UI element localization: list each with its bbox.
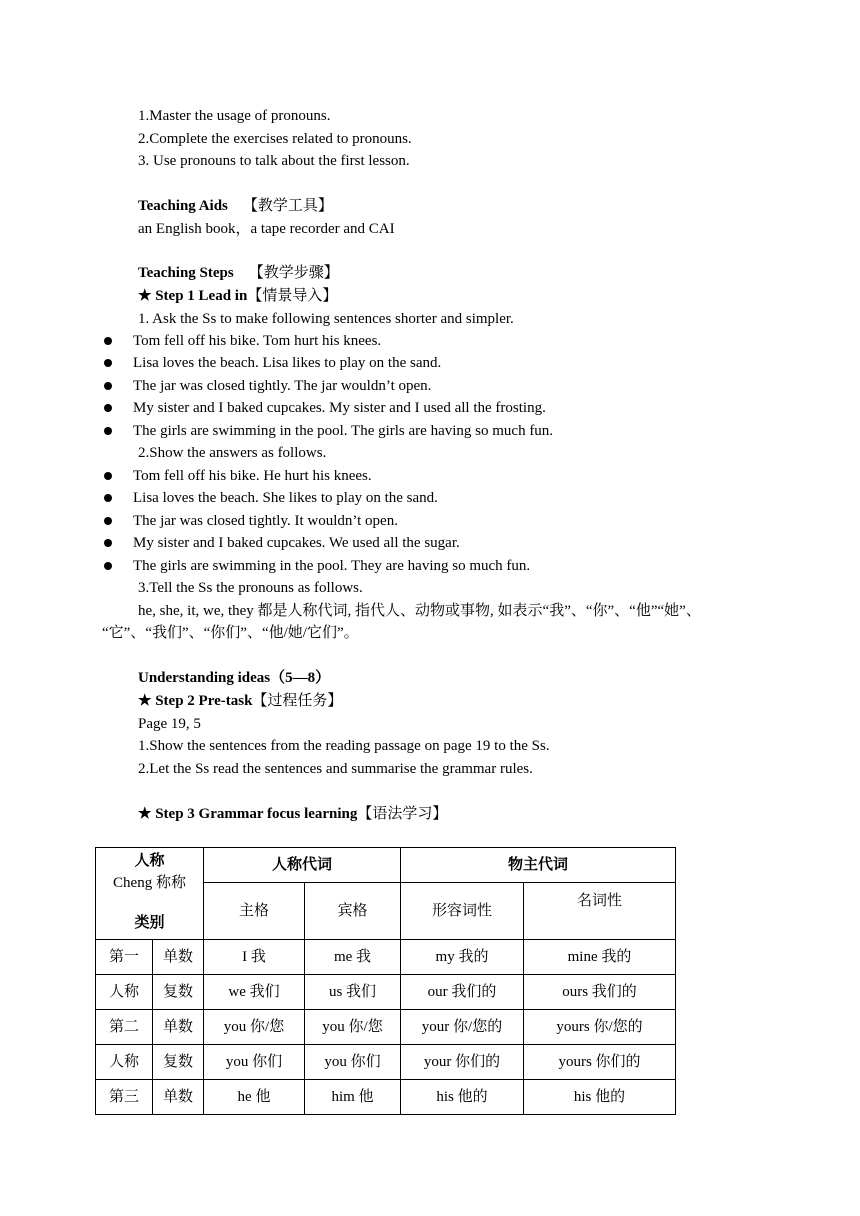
corner-label-bottom: 类别: [134, 914, 165, 931]
sub-header-adjectival: 形容词性: [401, 883, 524, 940]
objective-3: 3. Use pronouns to talk about the first lesson.: [138, 153, 410, 169]
sub-header-subjective: 主格: [204, 883, 305, 940]
teaching-aids-label: Teaching Aids: [138, 198, 228, 214]
number-cell: 单数: [153, 940, 204, 975]
person-cell: 第二: [96, 1010, 153, 1045]
step1-instruction-1: 1. Ask the Ss to make following sentences shorter and simpler.: [138, 311, 514, 327]
step3-title: ★ Step 3 Grammar focus learning: [138, 806, 358, 822]
teaching-aids-label-cn: 【教学工具】: [242, 198, 333, 214]
step2-line-1: 1.Show the sentences from the reading passage on page 19 to the Ss.: [138, 738, 550, 754]
sub-header-nominal: 名词性: [524, 883, 676, 940]
step1-title-cn: 【情景导入】: [247, 288, 338, 304]
bullet-icon: [104, 404, 112, 412]
step1-instruction-3: 3.Tell the Ss the pronouns as follows.: [138, 580, 363, 596]
step2-line-2: 2.Let the Ss read the sentences and summarise the grammar rules.: [138, 761, 533, 777]
step2-title: ★ Step 2 Pre-task: [138, 693, 253, 709]
bullet-icon: [104, 517, 112, 525]
understanding-ideas-heading: Understanding ideas（5—8）: [138, 670, 331, 686]
step2-page-ref: Page 19, 5: [138, 716, 201, 732]
list-item: The jar was closed tightly. It wouldn’t open.: [133, 513, 398, 529]
number-cell: 复数: [153, 1045, 204, 1080]
table-cell: me 我: [305, 940, 401, 975]
list-item: My sister and I baked cupcakes. My sister and I used all the frosting.: [133, 400, 546, 416]
number-cell: 单数: [153, 1080, 204, 1115]
list-item: The jar was closed tightly. The jar wouldn’t open.: [133, 378, 432, 394]
table-row: [96, 1080, 676, 1115]
table-cell: your 你们的: [401, 1045, 524, 1080]
bullet-icon: [104, 427, 112, 435]
table-cell: we 我们: [204, 975, 305, 1010]
teaching-aids-text: an English book，a tape recorder and CAI: [138, 221, 395, 237]
step1-title: ★ Step 1 Lead in: [138, 288, 248, 304]
table-cell: you 你/您: [204, 1010, 305, 1045]
personal-pronoun-header: 人称代词: [204, 848, 401, 883]
possessive-pronoun-header: 物主代词: [401, 848, 676, 883]
person-cell: 人称: [96, 1045, 153, 1080]
table-cell: my 我的: [401, 940, 524, 975]
list-item: Tom fell off his bike. He hurt his knees.: [133, 468, 372, 484]
table-cell: his 他的: [524, 1080, 676, 1115]
pronoun-note-line-2: “它”、“我们”、“你们”、“他/她/它们”。: [102, 625, 359, 641]
sub-header-objective: 宾格: [305, 883, 401, 940]
table-cell: you 你们: [305, 1045, 401, 1080]
table-cell: him 他: [305, 1080, 401, 1115]
table-cell: your 你/您的: [401, 1010, 524, 1045]
table-row: [96, 1045, 676, 1080]
teaching-steps-label: Teaching Steps: [138, 265, 234, 281]
step1-heading: [138, 286, 337, 306]
bullet-icon: [104, 539, 112, 547]
pronoun-table: [95, 847, 676, 1115]
step1-instruction-2: 2.Show the answers as follows.: [138, 445, 327, 461]
step3-title-cn: 【语法学习】: [357, 806, 448, 822]
teaching-steps-label-cn: 【教学步骤】: [248, 265, 339, 281]
table-cell: yours 你/您的: [524, 1010, 676, 1045]
bullet-icon: [104, 359, 112, 367]
objective-1: 1.Master the usage of pronouns.: [138, 108, 331, 124]
person-cell: 第三: [96, 1080, 153, 1115]
teaching-steps-heading: [138, 263, 339, 283]
table-row: [96, 1010, 676, 1045]
number-cell: 单数: [153, 1010, 204, 1045]
list-item: Lisa loves the beach. Lisa likes to play on the sand.: [133, 355, 442, 371]
bullet-icon: [104, 562, 112, 570]
list-item: My sister and I baked cupcakes. We used all the sugar.: [133, 535, 460, 551]
pronoun-note-line-1: he, she, it, we, they 都是人称代词, 指代人、动物或事物, 如表示“我”、“你”、“他”“她”、: [138, 603, 701, 619]
bullet-icon: [104, 382, 112, 390]
step2-title-cn: 【过程任务】: [252, 693, 343, 709]
list-item: Tom fell off his bike. Tom hurt his knees.: [133, 333, 382, 349]
number-cell: 复数: [153, 975, 204, 1010]
person-cell: 第一: [96, 940, 153, 975]
teaching-aids-heading: [138, 196, 333, 216]
table-cell: us 我们: [305, 975, 401, 1010]
table-cell: you 你/您: [305, 1010, 401, 1045]
list-item: The girls are swimming in the pool. The girls are having so much fun.: [133, 423, 554, 439]
table-cell: our 我们的: [401, 975, 524, 1010]
table-cell: mine 我的: [524, 940, 676, 975]
bullet-icon: [104, 337, 112, 345]
list-item: Lisa loves the beach. She likes to play on the sand.: [133, 490, 438, 506]
table-cell: yours 你们的: [524, 1045, 676, 1080]
objective-2: 2.Complete the exercises related to pronouns.: [138, 131, 412, 147]
step2-heading: [138, 691, 342, 711]
table-cell: ours 我们的: [524, 975, 676, 1010]
table-cell: I 我: [204, 940, 305, 975]
table-row: [96, 975, 676, 1010]
corner-label-mid: Cheng 称称: [113, 874, 186, 891]
corner-label-top: 人称: [134, 852, 165, 869]
table-cell: his 他的: [401, 1080, 524, 1115]
table-row: [96, 940, 676, 975]
bullet-icon: [104, 472, 112, 480]
table-corner-cell: [96, 848, 204, 940]
step3-heading: [138, 804, 447, 824]
table-cell: you 你们: [204, 1045, 305, 1080]
bullet-icon: [104, 494, 112, 502]
table-cell: he 他: [204, 1080, 305, 1115]
person-cell: 人称: [96, 975, 153, 1010]
list-item: The girls are swimming in the pool. They are having so much fun.: [133, 558, 531, 574]
